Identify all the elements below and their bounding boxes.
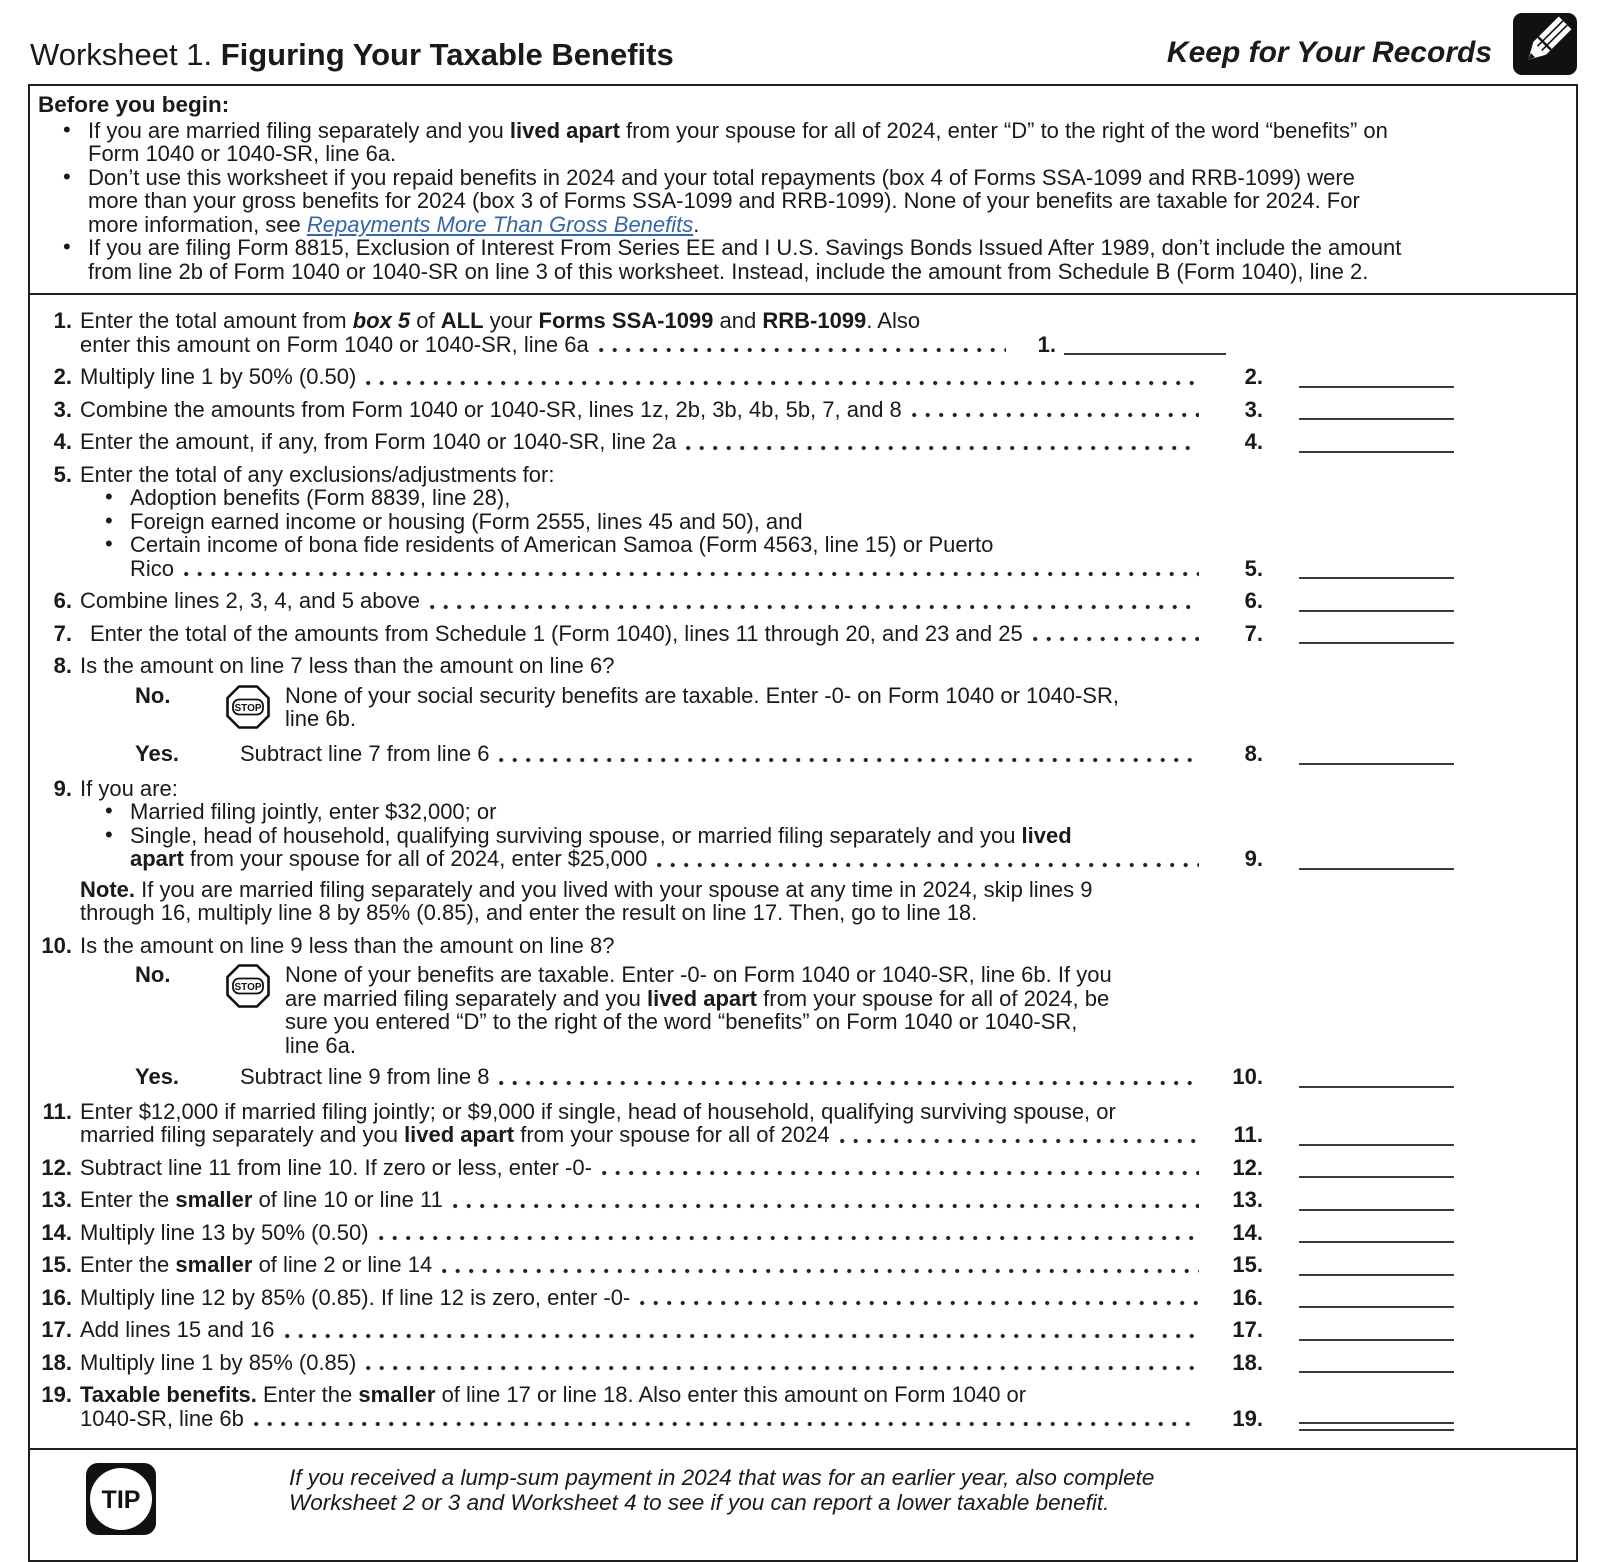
text-segment: 1040-SR, line 6b	[80, 1405, 244, 1431]
entry-number: 7.	[1244, 620, 1263, 646]
page-title	[30, 38, 674, 84]
amount-field-12[interactable]	[1299, 1174, 1454, 1178]
text-segment: .	[693, 211, 700, 237]
text-segment: Figuring Your Taxable Benefits	[220, 37, 674, 72]
text-segment: more information, see	[88, 211, 307, 237]
bullet-text-line	[88, 260, 1558, 284]
line-text	[285, 707, 1576, 731]
line-text	[80, 589, 420, 613]
line-text	[80, 654, 1576, 678]
text-segment: more than your gross benefits for 2024 (box 3 of Forms SSA-1099 and RRB-1099). None of your benefits are taxable for 2024. For	[88, 188, 1360, 213]
text-segment: of line 10 or line 11	[252, 1187, 443, 1212]
text-segment: Is the amount on line 9 less than the amount on line 8?	[80, 932, 615, 958]
entry-number: 3.	[1244, 396, 1263, 422]
text-segment: smaller	[175, 1187, 253, 1212]
line-entry-row	[80, 365, 1576, 389]
text-segment: married filing separately and you	[80, 1122, 405, 1147]
line5-bullet	[80, 533, 1576, 557]
line-text	[80, 1123, 830, 1147]
dot-leader	[640, 1300, 1199, 1306]
line-content	[80, 463, 1576, 581]
line-text	[240, 1065, 489, 1089]
entry-number: 15.	[1232, 1252, 1263, 1277]
text-segment: Multiply line 1 by 50% (0.50)	[80, 364, 357, 389]
amount-field-19[interactable]	[1299, 1422, 1454, 1431]
text-segment: Enter the	[256, 1382, 359, 1407]
svg-text:STOP: STOP	[234, 982, 262, 993]
line-content	[80, 934, 1576, 1091]
line10-yes-row	[80, 1065, 1576, 1089]
line-number: 18.	[41, 1349, 72, 1375]
line-entry-row	[80, 430, 1576, 454]
line-entry-row	[80, 1286, 1576, 1310]
line-text	[80, 1286, 630, 1310]
title-row	[0, 0, 1606, 84]
line-text	[80, 1407, 244, 1431]
line-text	[240, 742, 489, 766]
text-segment: your	[483, 308, 539, 333]
line-text	[80, 1156, 592, 1180]
line-number: 6.	[53, 588, 72, 613]
dot-leader	[602, 1170, 1199, 1176]
before-bullet	[38, 166, 1558, 237]
line-content	[80, 1351, 1576, 1375]
bullet-text-line	[88, 189, 1558, 213]
line-text	[80, 309, 1576, 333]
line-text	[285, 987, 1576, 1011]
text-segment: Combine lines 2, 3, 4, and 5 above	[80, 588, 421, 613]
bullet-text-line	[88, 236, 1558, 260]
text-segment: Don’t use this worksheet if you repaid benefits in 2024 and your total repayments (box 4 of Forms SSA-1099 and RRB-1099) were	[88, 164, 1355, 190]
line-number: 15.	[41, 1252, 72, 1277]
worksheet-line-17	[30, 1318, 1576, 1342]
text-segment: apart	[130, 846, 184, 871]
line-text	[80, 901, 1576, 925]
line-text	[80, 1221, 369, 1245]
dot-leader	[657, 862, 1199, 868]
line-entry-row	[80, 589, 1576, 613]
bullet-text-line	[88, 142, 1558, 166]
line8-no-row	[80, 684, 1576, 735]
no-label: No.	[135, 962, 171, 987]
worksheet-line-10	[30, 934, 1576, 1091]
text-segment: Adoption benefits (Form 8839, line 28),	[130, 485, 511, 510]
entry-number: 1.	[1037, 331, 1056, 357]
line-text	[80, 365, 356, 389]
text-segment: Worksheet 1.	[30, 37, 221, 72]
text-segment: enter this amount on Form 1040 or 1040-SR, line 6a	[80, 331, 589, 357]
text-segment: Enter the total of any exclusions/adjustments for:	[80, 461, 555, 487]
entry-number: 18.	[1232, 1349, 1263, 1375]
line-entry-row	[80, 1221, 1576, 1245]
text-segment: Subtract line 7 from line 6	[240, 741, 490, 766]
entry-number: 12.	[1232, 1154, 1263, 1180]
text-segment: Enter $12,000 if married filing jointly; or $9,000 if single, head of household, qualifying surviving spouse, or	[80, 1098, 1116, 1124]
line9-bullet	[80, 824, 1576, 848]
text-segment: lived apart	[509, 117, 620, 143]
line5-bullet	[80, 510, 1576, 534]
dot-leader	[1033, 636, 1199, 642]
dot-leader	[499, 757, 1199, 763]
text-segment: None of your benefits are taxable. Enter -0- on Form 1040 or 1040-SR, line 6b. If you	[285, 962, 1112, 987]
line-text	[80, 878, 1576, 902]
text-segment: Add lines 15 and 16	[80, 1317, 275, 1342]
worksheet-line-5	[30, 463, 1576, 581]
text-segment: If you are married filing separately and you	[88, 117, 510, 143]
line-content	[80, 777, 1576, 925]
line-number: 2.	[53, 364, 72, 389]
line-entry-row	[80, 333, 1226, 357]
no-text	[285, 684, 1576, 735]
amount-field-9[interactable]	[1299, 866, 1454, 870]
entry-number: 19.	[1232, 1405, 1263, 1431]
entry-number: 2.	[1244, 364, 1263, 389]
line-number: 3.	[53, 396, 72, 422]
line-number: 10.	[41, 932, 72, 958]
line-entry-row	[80, 1318, 1576, 1342]
keep-for-records-label: Keep for Your Records	[1166, 36, 1492, 69]
stop-icon-wrap	[225, 684, 285, 735]
text-segment: Subtract line 11 from line 10. If zero or less, enter -0-	[80, 1154, 592, 1180]
amount-field-10[interactable]	[1299, 1084, 1454, 1088]
worksheet-line-16	[30, 1286, 1576, 1310]
line-text	[80, 430, 676, 454]
line-number: 9.	[53, 775, 72, 801]
line-content	[80, 622, 1576, 646]
line-number: 7.	[53, 620, 72, 646]
text-segment: line 6b.	[285, 706, 356, 731]
before-bullet	[38, 236, 1558, 283]
text-segment: Multiply line 12 by 85% (0.85). If line 12 is zero, enter -0-	[80, 1284, 631, 1310]
worksheet-line-14	[30, 1221, 1576, 1245]
line-content	[80, 309, 1576, 356]
dot-leader	[285, 1333, 1200, 1339]
line-entry-row	[80, 622, 1576, 646]
line-content	[80, 1286, 1576, 1310]
dot-leader	[912, 412, 1199, 418]
worksheet-line-11	[30, 1100, 1576, 1147]
pencil-icon	[1512, 12, 1578, 76]
text-segment: Enter the total amount from	[80, 308, 353, 333]
text-segment: Enter the amount, if any, from Form 1040 or 1040-SR, line 2a	[80, 429, 677, 454]
line-entry-row	[240, 1065, 1576, 1089]
worksheet-line-7	[30, 622, 1576, 646]
line-content	[80, 1383, 1576, 1430]
line-content	[80, 1253, 1576, 1277]
amount-field-2[interactable]	[1299, 384, 1454, 388]
entry-number: 5.	[1244, 555, 1263, 581]
line-number: 11.	[42, 1098, 72, 1124]
yes-label: Yes.	[135, 1064, 180, 1089]
worksheet-line-18	[30, 1351, 1576, 1375]
text-segment: Combine the amounts from Form 1040 or 1040-SR, lines 1z, 2b, 3b, 4b, 5b, 7, and 8	[80, 396, 902, 422]
line-text	[285, 963, 1576, 987]
dot-leader	[686, 445, 1199, 451]
text-segment: Forms SSA-1099	[538, 308, 714, 333]
text-segment: sure you entered “D” to the right of the word “benefits” on Form 1040 or 1040-SR,	[285, 1009, 1078, 1034]
repayments-link[interactable]: Repayments More Than Gross Benefits	[306, 211, 694, 237]
text-segment: from your spouse for all of 2024, enter $25,000	[183, 846, 648, 871]
text-segment: of	[410, 308, 441, 333]
line-text	[285, 1034, 1576, 1058]
amount-field-18[interactable]	[1299, 1369, 1454, 1373]
line-entry-row	[80, 1123, 1576, 1147]
line9-note	[80, 878, 1576, 925]
line-entry-row	[240, 742, 1576, 766]
text-segment: of line 2 or line 14	[252, 1252, 433, 1277]
dot-leader	[379, 1235, 1199, 1241]
line-text	[80, 398, 902, 422]
worksheet-line-6	[30, 589, 1576, 613]
line5-bullet-list	[80, 486, 1576, 557]
line-entry-row	[80, 398, 1576, 422]
worksheet-line-13	[30, 1188, 1576, 1212]
tip-text-line: Worksheet 2 or 3 and Worksheet 4 to see if you can report a lower taxable benefit.	[289, 1490, 1110, 1515]
text-segment: lived	[1021, 822, 1072, 848]
text-segment: ALL	[440, 308, 484, 333]
text-segment: are married filing separately and you	[285, 985, 647, 1011]
text-segment: Subtract line 9 from line 8	[240, 1064, 490, 1089]
line-text	[130, 557, 174, 581]
text-segment: Multiply line 1 by 85% (0.85)	[80, 1349, 357, 1375]
line-number: 17.	[41, 1317, 72, 1342]
worksheet-line-4	[30, 430, 1576, 454]
title-right	[1167, 12, 1578, 84]
text-segment: smaller	[358, 1382, 436, 1407]
text-segment: If you are married filing separately and you lived with your spouse at any time in 2024, skip lines 9	[135, 876, 1093, 902]
amount-field-8[interactable]	[1299, 761, 1454, 765]
svg-text:STOP: STOP	[234, 702, 262, 714]
entry-number: 14.	[1232, 1219, 1263, 1245]
line-text	[80, 333, 589, 357]
text-segment: Taxable benefits.	[80, 1382, 257, 1407]
text-segment: smaller	[175, 1252, 253, 1277]
entry-number: 8.	[1244, 741, 1263, 766]
stop-icon-wrap	[225, 963, 285, 1057]
line-number: 13.	[41, 1187, 72, 1212]
text-segment: . Also	[866, 308, 921, 333]
stop-icon	[225, 963, 271, 1009]
tip-section	[30, 1448, 1576, 1560]
line-text	[80, 622, 1023, 646]
text-segment: Rico	[130, 555, 175, 581]
text-segment: Enter the total of the amounts from Schedule 1 (Form 1040), lines 11 through 20, and 23 and 25	[90, 620, 1023, 646]
amount-field-7[interactable]	[1299, 640, 1454, 644]
amount-field-6[interactable]	[1299, 608, 1454, 612]
amount-field-11[interactable]	[1299, 1142, 1454, 1146]
text-segment: from your spouse for all of 2024, be	[757, 985, 1110, 1011]
line-entry-row	[80, 847, 1576, 871]
line10-no-row	[80, 963, 1576, 1057]
line-content	[80, 1221, 1576, 1245]
line9-bullet-list	[80, 800, 1576, 847]
amount-field-4[interactable]	[1299, 449, 1454, 453]
entry-number: 6.	[1244, 588, 1263, 613]
text-segment: from your spouse for all of 2024	[514, 1122, 830, 1147]
amount-field-15[interactable]	[1299, 1272, 1454, 1276]
line-text	[80, 463, 1576, 487]
text-segment: from line 2b of Form 1040 or 1040-SR on line 3 of this worksheet. Instead, include the amount from Schedule B (Form 1040), line 2.	[88, 258, 1369, 284]
text-segment: line 6a.	[285, 1032, 356, 1058]
worksheet-line-3	[30, 398, 1576, 422]
text-segment: Certain income of bona fide residents of American Samoa (Form 4563, line 15) or Puerto	[130, 532, 994, 557]
yes-label: Yes.	[135, 741, 180, 766]
line-text	[80, 777, 1576, 801]
line5-bullet	[80, 486, 1576, 510]
line-entry-row	[80, 1188, 1576, 1212]
line-number: 8.	[53, 653, 72, 678]
before-bullet	[38, 119, 1558, 166]
entry-number: 10.	[1232, 1064, 1263, 1089]
entry-number: 17.	[1232, 1317, 1263, 1342]
text-segment: Multiply line 13 by 50% (0.50)	[80, 1219, 369, 1245]
before-bullet-list	[38, 119, 1558, 284]
line-entry-row	[80, 557, 1576, 581]
line-text	[80, 1100, 1576, 1124]
line-text	[80, 1383, 1576, 1407]
text-segment: lived apart	[646, 985, 758, 1011]
amount-field-16[interactable]	[1299, 1304, 1454, 1308]
line-content	[80, 430, 1576, 454]
line-text	[80, 1253, 432, 1277]
tip-text	[289, 1465, 1154, 1536]
entry-number: 4.	[1244, 429, 1263, 454]
line-number: 16.	[41, 1284, 72, 1310]
text-segment: Enter the	[80, 1252, 176, 1277]
worksheet-line-2	[30, 365, 1576, 389]
text-segment: from your spouse for all of 2024, enter “D” to the right of the word “benefits” on	[619, 117, 1388, 143]
amount-field-1[interactable]	[1064, 351, 1226, 355]
worksheet-box	[28, 84, 1578, 1562]
amount-field-13[interactable]	[1299, 1207, 1454, 1211]
dot-leader	[254, 1421, 1199, 1427]
text-segment: Foreign earned income or housing (Form 2555, lines 45 and 50), and	[130, 508, 803, 534]
line-entry-row	[80, 1156, 1576, 1180]
dot-leader	[442, 1268, 1199, 1274]
before-you-begin-section	[30, 86, 1576, 295]
text-segment: If you are filing Form 8815, Exclusion of Interest From Series EE and I U.S. Savings Bonds Issued After 1989, don’t include the amount	[88, 235, 1402, 260]
line-entry-row	[80, 1351, 1576, 1375]
text-segment: Note.	[80, 876, 135, 902]
line-text	[80, 934, 1576, 958]
text-segment: Is the amount on line 7 less than the amount on line 6?	[80, 653, 615, 678]
worksheet-line-8	[30, 654, 1576, 768]
line-content	[80, 654, 1576, 768]
text-segment: lived apart	[404, 1122, 515, 1147]
dot-leader	[840, 1138, 1199, 1144]
amount-field-14[interactable]	[1299, 1239, 1454, 1243]
bullet-text-line	[88, 119, 1558, 143]
tip-icon	[85, 1462, 157, 1536]
svg-text:TIP: TIP	[101, 1486, 141, 1514]
line-number: 1.	[53, 308, 72, 333]
entry-number: 13.	[1232, 1187, 1263, 1212]
entry-number: 11.	[1233, 1122, 1263, 1147]
dot-leader	[453, 1203, 1199, 1209]
line-content	[80, 1100, 1576, 1147]
line-text	[80, 1351, 356, 1375]
line-number: 4.	[53, 429, 72, 454]
entry-number: 16.	[1232, 1284, 1263, 1310]
text-segment: through 16, multiply line 8 by 85% (0.85), and enter the result on line 17. Then, go to line 18.	[80, 900, 978, 925]
no-label: No.	[135, 682, 171, 708]
amount-field-17[interactable]	[1299, 1337, 1454, 1341]
amount-field-5[interactable]	[1299, 575, 1454, 579]
dot-leader	[430, 604, 1199, 610]
text-segment: Single, head of household, qualifying surviving spouse, or married filing separately and you	[130, 822, 1022, 848]
line-text	[130, 847, 647, 871]
worksheet-line-9	[30, 777, 1576, 925]
worksheet-lines-section	[30, 295, 1576, 1448]
text-segment: None of your social security benefits are taxable. Enter -0- on Form 1040 or 1040-SR,	[285, 682, 1119, 708]
dot-leader	[366, 1365, 1199, 1371]
no-text	[285, 963, 1576, 1057]
worksheet-line-15	[30, 1253, 1576, 1277]
worksheet-line-1	[30, 309, 1576, 356]
bullet-text-line	[88, 213, 1558, 237]
line-content	[80, 1156, 1576, 1180]
text-segment: Enter the	[80, 1187, 176, 1212]
line-number: 12.	[41, 1154, 72, 1180]
line-number: 5.	[53, 461, 72, 487]
line8-yes-row	[80, 742, 1576, 766]
dot-leader	[499, 1080, 1199, 1086]
line-content	[80, 365, 1576, 389]
line-text	[80, 1188, 443, 1212]
line-entry-row	[80, 1407, 1576, 1431]
line-content	[80, 1188, 1576, 1212]
entry-number: 9.	[1244, 846, 1263, 871]
text-segment: Married filing jointly, enter $32,000; or	[130, 799, 497, 824]
line-number: 19.	[41, 1382, 72, 1407]
line-text	[285, 684, 1576, 708]
text-segment: RRB-1099	[762, 308, 867, 333]
line-number: 14.	[41, 1219, 72, 1245]
line-text	[80, 1318, 275, 1342]
text-segment: If you are:	[80, 775, 178, 801]
dot-leader	[599, 347, 1006, 353]
text-segment: and	[713, 308, 763, 333]
worksheet-line-12	[30, 1156, 1576, 1180]
line-content	[80, 1318, 1576, 1342]
dot-leader	[366, 380, 1199, 386]
line-text	[285, 1010, 1576, 1034]
worksheet-line-19	[30, 1383, 1576, 1430]
line-entry-row	[80, 1253, 1576, 1277]
text-segment: box 5	[352, 308, 411, 333]
text-segment: Form 1040 or 1040-SR, line 6a.	[88, 141, 397, 166]
bullet-text-line	[88, 166, 1558, 190]
text-segment: of line 17 or line 18. Also enter this amount on Form 1040 or	[435, 1382, 1027, 1407]
tip-text-line: If you received a lump-sum payment in 2024 that was for an earlier year, also complete	[289, 1465, 1155, 1490]
line-content	[80, 398, 1576, 422]
amount-field-3[interactable]	[1299, 416, 1454, 420]
stop-icon	[225, 684, 271, 730]
dot-leader	[184, 571, 1199, 577]
line9-bullet	[80, 800, 1576, 824]
before-heading: Before you begin:	[38, 92, 230, 117]
line-content	[80, 589, 1576, 613]
